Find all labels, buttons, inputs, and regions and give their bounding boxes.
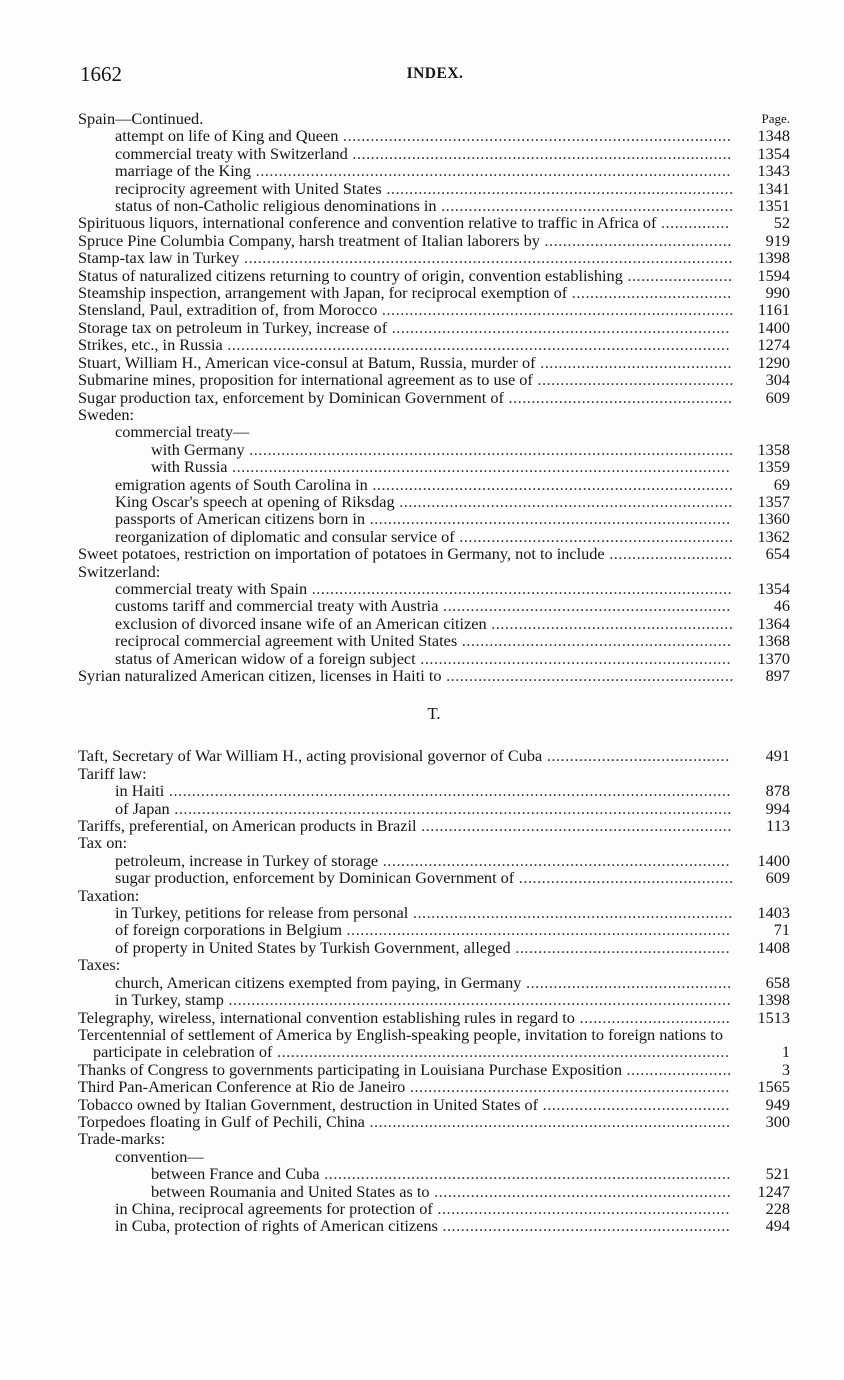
index-entry xyxy=(78,765,790,782)
page-reference: 1 xyxy=(781,1042,790,1062)
index-entry xyxy=(78,180,790,197)
dot-leader: ........................................................... xyxy=(457,631,732,651)
entry-text-block xyxy=(115,1200,790,1217)
entry-text-block xyxy=(78,885,790,905)
entry-text-block xyxy=(78,1111,790,1131)
entry-text-block xyxy=(78,1059,790,1079)
index-entry xyxy=(78,887,790,904)
entry-label: reciprocal commercial agreement with United States xyxy=(115,631,458,651)
page-reference: 1360 xyxy=(757,509,790,529)
page-reference: 69 xyxy=(773,474,790,494)
index-entry xyxy=(78,563,790,580)
entry-label: with Germany xyxy=(151,439,245,459)
entry-label: Spruce Pine Columbia Company, harsh treatment of Italian laborers by xyxy=(78,230,540,250)
index-entry xyxy=(78,145,790,162)
page-reference: 1274 xyxy=(757,335,790,355)
dot-leader: .......................................................................... xyxy=(387,317,730,337)
page-reference: 1400 xyxy=(757,850,790,870)
index-entry xyxy=(78,371,790,388)
index-entry xyxy=(78,650,790,667)
page-reference: 1364 xyxy=(757,613,790,633)
entry-text-block xyxy=(78,763,790,783)
entry-text-block xyxy=(115,782,790,799)
page-reference: 878 xyxy=(765,781,790,801)
entry-text-block xyxy=(115,632,790,649)
entry-text-block xyxy=(115,800,790,817)
page-reference: 1357 xyxy=(757,491,790,511)
page-reference: 1594 xyxy=(757,265,790,285)
page-reference: 994 xyxy=(765,798,790,818)
index-entry xyxy=(78,782,790,799)
entry-label: customs tariff and commercial treaty with Austria xyxy=(115,596,439,616)
page-reference: 521 xyxy=(765,1164,790,1184)
entry-text-block xyxy=(78,955,790,975)
index-entry xyxy=(78,1061,790,1078)
page-reference: 1398 xyxy=(757,248,790,268)
index-body xyxy=(78,110,790,1235)
page-reference: 1343 xyxy=(757,161,790,181)
index-entry xyxy=(78,545,790,562)
entry-label: Telegraphy, wireless, international convention establishing rules in regard to xyxy=(78,1007,575,1027)
entry-label: exclusion of divorced insane wife of an American citizen xyxy=(115,613,487,633)
index-entry xyxy=(78,493,790,510)
entry-text-block xyxy=(115,528,790,545)
dot-leader: ................................................................ xyxy=(432,1198,730,1218)
index-entry xyxy=(78,301,790,318)
index-list-t xyxy=(78,747,790,1234)
index-entry xyxy=(78,939,790,956)
page-reference: 1354 xyxy=(757,143,790,163)
entry-text-block xyxy=(78,230,790,250)
index-entry xyxy=(78,510,790,527)
dot-leader: ............................................... xyxy=(510,937,731,957)
entry-label: passports of American citizens born in xyxy=(115,509,366,529)
entry-label: Tariffs, preferential, on American products in Brazil xyxy=(78,816,417,836)
entry-label: petroleum, increase in Turkey of storage xyxy=(115,850,379,870)
entry-label: emigration agents of South Carolina in xyxy=(115,474,368,494)
entry-label: commercial treaty— xyxy=(115,422,250,442)
page-reference: 1368 xyxy=(757,631,790,651)
index-entry xyxy=(78,1183,790,1200)
entry-label: Thanks of Congress to governments participating in Louisiana Purchase Exposition xyxy=(78,1059,622,1079)
page-reference: 71 xyxy=(773,920,790,940)
entry-text-block xyxy=(115,145,790,162)
page-reference: 609 xyxy=(765,387,790,407)
entry-label: reorganization of diplomatic and consular service of xyxy=(115,526,455,546)
index-entry xyxy=(78,528,790,545)
page-column-label: Page. xyxy=(761,111,790,126)
entry-text-block xyxy=(115,597,790,614)
page-reference: 491 xyxy=(765,746,790,766)
dot-leader: .................................................................... xyxy=(416,816,732,836)
index-entry xyxy=(78,162,790,179)
index-entry xyxy=(78,800,790,817)
entry-label: Stuart, William H., American vice-consul at Batum, Russia, murder of xyxy=(78,352,536,372)
entry-label: sugar production, enforcement by Dominican Government of xyxy=(115,868,515,888)
entry-text-block xyxy=(151,441,790,458)
index-entry xyxy=(78,632,790,649)
page-reference: 46 xyxy=(773,596,790,616)
dot-leader: .............................................................................................................. xyxy=(223,990,732,1010)
entry-label: Steamship inspection, arrangement with Japan, for reciprocal exemption of xyxy=(78,283,568,303)
entry-text-block xyxy=(115,476,790,493)
index-entry xyxy=(78,869,790,886)
entry-text-block xyxy=(78,1024,790,1062)
entry-text-block xyxy=(151,458,790,475)
entry-label: of property in United States by Turkish Government, alleged xyxy=(115,937,511,957)
entry-label: Taft, Secretary of War William H., acting provisional governor of Cuba xyxy=(78,746,543,766)
entry-label: Taxation: xyxy=(78,885,140,905)
entry-label: marriage of the King xyxy=(115,161,252,181)
page-reference: 658 xyxy=(765,972,790,992)
dot-leader: ................................................................................................... xyxy=(272,1042,730,1062)
entry-text-block xyxy=(78,300,790,320)
dot-leader: ................................................................. xyxy=(429,1181,732,1201)
page-header xyxy=(80,62,790,92)
entry-label: in China, reciprocal agreements for protection of xyxy=(115,1198,433,1218)
index-entry xyxy=(78,197,790,214)
page-reference: 1513 xyxy=(757,1007,790,1027)
dot-leader: ............................................................................. xyxy=(377,300,734,320)
entry-text-block xyxy=(115,127,790,144)
index-entry xyxy=(78,249,790,266)
page-reference: 113 xyxy=(766,816,790,836)
index-entry xyxy=(78,1148,790,1165)
entry-label: in Haiti xyxy=(115,781,165,801)
index-entry xyxy=(78,476,790,493)
entry-text-block xyxy=(115,180,790,197)
index-entry xyxy=(78,284,790,301)
dot-leader: ............................................................... xyxy=(441,666,734,685)
page-reference: 52 xyxy=(773,213,790,233)
entry-text-block xyxy=(78,352,790,372)
entry-text-block xyxy=(78,248,790,268)
entry-text-block xyxy=(115,493,790,510)
index-entry xyxy=(78,597,790,614)
index-entry xyxy=(78,615,790,632)
entry-label: status of non-Catholic religious denominations in xyxy=(115,196,437,216)
index-entry xyxy=(78,336,790,353)
entry-label: Spain—Continued. xyxy=(78,109,204,128)
entry-text-block xyxy=(115,974,790,991)
dot-leader: ....................... xyxy=(621,1059,732,1079)
entry-label: Stensland, Paul, extradition of, from Morocco xyxy=(78,300,378,320)
index-entry xyxy=(78,267,790,284)
entry-text-block xyxy=(115,1148,790,1165)
entry-label: church, American citizens exempted from paying, in Germany xyxy=(115,972,522,992)
dot-leader: ......................................................................... xyxy=(394,491,733,511)
index-entry xyxy=(78,458,790,475)
entry-text-block xyxy=(78,561,790,581)
index-entry xyxy=(78,1200,790,1217)
index-entry xyxy=(78,974,790,991)
index-entry xyxy=(78,1130,790,1147)
entry-text-block xyxy=(115,510,790,527)
entry-label: Tercentennial of settlement of America by English-speaking people, invitation to foreign nations to participate in celebration of xyxy=(78,1024,723,1062)
index-entry xyxy=(78,852,790,869)
dot-leader: ........................................................................................................................... xyxy=(164,781,732,801)
dot-leader: ........................................... xyxy=(532,370,734,390)
dot-leader: ................................... xyxy=(567,283,732,303)
entry-label: Tax on: xyxy=(78,833,128,853)
dot-leader: .......................................................................................................................... xyxy=(169,798,732,818)
dot-leader: ................................................. xyxy=(503,387,733,407)
entry-label: King Oscar's speech at opening of Riksdag xyxy=(115,491,395,511)
dot-leader: ...................................................................... xyxy=(408,903,733,923)
index-entry xyxy=(78,232,790,249)
dot-leader: .................................................................... xyxy=(415,648,732,668)
entry-text-block xyxy=(115,197,790,214)
index-entry xyxy=(78,921,790,938)
index-entry xyxy=(78,110,790,127)
entry-label: in Turkey, stamp xyxy=(115,990,224,1010)
page-reference: 228 xyxy=(765,1198,790,1218)
page-reference: 919 xyxy=(765,230,790,250)
dot-leader: ............................................................................ xyxy=(378,850,731,870)
page-reference: 1351 xyxy=(757,196,790,216)
index-entry xyxy=(78,1113,790,1130)
entry-label: Strikes, etc., in Russia xyxy=(78,335,223,355)
index-list-s xyxy=(78,110,790,684)
page-reference: 494 xyxy=(765,1216,790,1236)
index-entry xyxy=(78,214,790,231)
page-title: INDEX. xyxy=(406,65,464,82)
dot-leader: ............................................. xyxy=(521,972,732,992)
dot-leader: ..................................................................................... xyxy=(338,126,732,146)
entry-text-block xyxy=(115,991,790,1008)
entry-text-block xyxy=(78,816,790,836)
dot-leader: .......................................................................................................... xyxy=(244,439,734,459)
dot-leader: ............................................................................................................. xyxy=(227,457,731,477)
entry-text-block xyxy=(115,904,790,921)
entry-label: with Russia xyxy=(151,457,228,477)
index-entry xyxy=(78,817,790,834)
index-entry xyxy=(78,1217,790,1234)
index-entry xyxy=(78,834,790,851)
page-reference: 1398 xyxy=(757,990,790,1010)
dot-leader: ............................................... xyxy=(514,868,734,888)
dot-leader: ....................... xyxy=(622,265,733,285)
page-reference: 304 xyxy=(765,370,790,390)
dot-leader: ............................................................................... xyxy=(367,474,734,494)
index-entry xyxy=(78,441,790,458)
index-entry xyxy=(78,1078,790,1095)
dot-leader: ............................................................... xyxy=(438,596,731,616)
entry-text-block xyxy=(78,404,790,424)
entry-label: convention— xyxy=(115,1146,204,1166)
entry-label: Storage tax on petroleum in Turkey, increase of xyxy=(78,317,388,337)
page-reference: 1348 xyxy=(757,126,790,146)
entry-label: Spirituous liquors, international conference and convention relative to traffic in Africa of xyxy=(78,213,657,233)
entry-label: commercial treaty with Switzerland xyxy=(115,143,348,163)
dot-leader: ........................................................................................................ xyxy=(251,161,731,181)
page-reference: 1400 xyxy=(757,317,790,337)
entry-text-block xyxy=(115,1217,790,1234)
entry-label: commercial treaty with Spain xyxy=(115,578,308,598)
dot-leader: ............................................................... xyxy=(437,1216,731,1236)
entry-text-block xyxy=(78,317,790,337)
index-entry xyxy=(78,1096,790,1113)
index-entry xyxy=(78,127,790,144)
index-entry xyxy=(78,747,790,764)
entry-text-block xyxy=(78,1129,790,1149)
entry-text-block xyxy=(115,852,790,869)
dot-leader: ............................................................ xyxy=(454,526,734,546)
entry-text-block xyxy=(78,1077,790,1097)
index-entry xyxy=(78,423,790,440)
page-reference: 990 xyxy=(765,283,790,303)
entry-text-block xyxy=(78,109,790,128)
entry-text-block xyxy=(115,921,790,938)
dot-leader: .............................................................................................................. xyxy=(222,335,731,355)
entry-label: Trade-marks: xyxy=(78,1129,166,1149)
entry-label: attempt on life of King and Queen xyxy=(115,126,339,146)
entry-label: Third Pan-American Conference at Rio de Janeiro xyxy=(78,1077,406,1097)
entry-label: in Cuba, protection of rights of American citizens xyxy=(115,1216,438,1236)
page-reference: 1359 xyxy=(757,457,790,477)
entry-text-block xyxy=(78,833,790,853)
dot-leader: ..................................................... xyxy=(486,613,734,633)
entry-text-block xyxy=(151,1183,790,1200)
entry-label: Taxes: xyxy=(78,955,121,975)
entry-label: Syrian naturalized American citizen, licenses in Haiti to xyxy=(78,666,442,685)
index-entry xyxy=(78,354,790,371)
dot-leader: ......................................................................................... xyxy=(319,1164,731,1184)
entry-label: Stamp-tax law in Turkey xyxy=(78,248,240,268)
dot-leader: .......................................... xyxy=(535,352,733,372)
dot-leader: ............................................................................... xyxy=(365,509,731,529)
index-entry xyxy=(78,580,790,597)
page-reference: 1247 xyxy=(757,1181,790,1201)
page-reference: 1370 xyxy=(757,648,790,668)
dot-leader: ................................................................................... xyxy=(347,143,732,163)
entry-text-block xyxy=(115,615,790,632)
page-reference: 609 xyxy=(765,868,790,888)
index-entry xyxy=(78,1009,790,1026)
index-entry xyxy=(78,1165,790,1182)
entry-label: status of American widow of a foreign subject xyxy=(115,648,416,668)
entry-text-block xyxy=(78,213,790,233)
dot-leader: ........................................ xyxy=(542,746,730,766)
index-entry xyxy=(78,406,790,423)
page-reference: 1362 xyxy=(757,526,790,546)
entry-text-block xyxy=(115,580,790,597)
entry-label: of foreign corporations in Belgium xyxy=(115,920,342,940)
entry-text-block xyxy=(78,335,790,355)
entry-label: Torpedoes floating in Gulf of Pechili, China xyxy=(78,1111,365,1131)
entry-text-block xyxy=(78,1007,790,1027)
entry-label: of Japan xyxy=(115,798,170,818)
index-entry xyxy=(78,991,790,1008)
entry-text-block xyxy=(78,544,790,564)
page-reference: 1403 xyxy=(757,903,790,923)
dot-leader: ............................................................................ xyxy=(381,178,734,198)
page-reference: 1358 xyxy=(757,439,790,459)
dot-leader: ............................................................................... xyxy=(364,1111,731,1131)
page-reference: 654 xyxy=(765,544,790,564)
page-reference: 1161 xyxy=(758,300,790,320)
entry-label: Submarine mines, proposition for international agreement as to use of xyxy=(78,370,533,390)
entry-label: reciprocity agreement with United States xyxy=(115,178,382,198)
entry-label: Tariff law: xyxy=(78,763,147,783)
index-entry xyxy=(78,389,790,406)
entry-text-block xyxy=(78,370,790,390)
page-number: 1662 xyxy=(80,62,122,86)
entry-text-block xyxy=(115,939,790,956)
entry-label: Tobacco owned by Italian Government, destruction in United States of xyxy=(78,1094,539,1114)
entry-text-block xyxy=(78,265,790,285)
entry-text-block xyxy=(78,1094,790,1114)
index-entry xyxy=(78,956,790,973)
dot-leader: ......................................... xyxy=(539,230,732,250)
dot-leader: ................................. xyxy=(574,1007,731,1027)
page-reference: 949 xyxy=(765,1094,790,1114)
entry-text-block xyxy=(78,746,790,766)
page-reference: 1341 xyxy=(757,178,790,198)
entry-text-block xyxy=(78,666,790,685)
entry-label: Sugar production tax, enforcement by Dominican Government of xyxy=(78,387,504,407)
index-entry xyxy=(78,667,790,684)
entry-text-block xyxy=(78,387,790,407)
entry-text-block xyxy=(115,423,790,440)
index-entry xyxy=(78,1026,790,1061)
index-entry xyxy=(78,319,790,336)
entry-label: Sweden: xyxy=(78,404,135,424)
entry-text-block xyxy=(78,283,790,303)
dot-leader: .................................................................................... xyxy=(341,920,731,940)
index-entry xyxy=(78,904,790,921)
entry-label: between France and Cuba xyxy=(151,1164,320,1184)
entry-label: in Turkey, petitions for release from personal xyxy=(115,903,409,923)
entry-label: Switzerland: xyxy=(78,561,161,581)
entry-text-block xyxy=(115,650,790,667)
section-letter: T. xyxy=(427,704,441,724)
dot-leader: ........................................................................................................... xyxy=(239,248,734,268)
page-reference: 1408 xyxy=(757,937,790,957)
page-reference: 1565 xyxy=(757,1077,790,1097)
dot-leader: ........................... xyxy=(604,544,733,564)
page-reference: 1290 xyxy=(757,352,790,372)
dot-leader: ............................................................................................ xyxy=(307,578,733,598)
entry-text-block xyxy=(115,869,790,886)
entry-label: Status of naturalized citizens returning to country of origin, convention establishing xyxy=(78,265,623,285)
dot-leader: ................................................................ xyxy=(436,196,734,216)
page-reference: 1354 xyxy=(757,578,790,598)
dot-leader: ...................................................................... xyxy=(405,1077,730,1097)
entry-text-block xyxy=(151,1165,790,1182)
entry-label: Sweet potatoes, restriction on importation of potatoes in Germany, not to include xyxy=(78,544,605,564)
dot-leader: ......................................... xyxy=(538,1094,730,1114)
page-reference: 3 xyxy=(781,1059,790,1079)
dot-leader: ............... xyxy=(656,213,730,233)
entry-label: between Roumania and United States as to xyxy=(151,1181,430,1201)
page-reference: 300 xyxy=(765,1111,790,1131)
entry-text-block xyxy=(115,162,790,179)
page-reference: 897 xyxy=(765,666,790,685)
